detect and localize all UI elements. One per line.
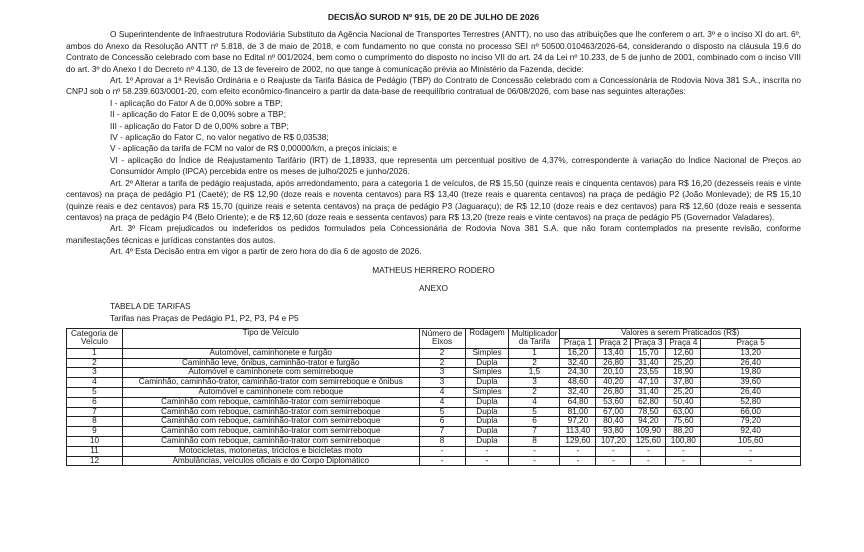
header-p3: Praça 3 <box>631 338 666 348</box>
table-row <box>67 387 801 397</box>
table-cell-axles: 5 <box>419 407 465 417</box>
table-row <box>67 456 801 466</box>
table-cell-p5: 13,20 <box>701 348 801 358</box>
table-cell-mult: 2 <box>509 358 560 368</box>
table-cell-p3: 47,10 <box>631 378 666 388</box>
table-cell-wheels: Dupla <box>465 378 509 388</box>
table-cell-wheels: Dupla <box>465 358 509 368</box>
table-cell-mult: 2 <box>509 387 560 397</box>
table-cell-p2: 93,80 <box>596 427 631 437</box>
table-cell-axles: 6 <box>419 417 465 427</box>
table-cell-cat: 8 <box>67 417 123 427</box>
table-cell-mult: 5 <box>509 407 560 417</box>
header-values: Valores a serem Praticados (R$) <box>560 329 801 339</box>
table-cell-p3: 15,70 <box>631 348 666 358</box>
header-p4: Praça 4 <box>666 338 701 348</box>
table-cell-p5: 19,80 <box>701 368 801 378</box>
table-row <box>67 436 801 446</box>
table-cell-wheels: Simples <box>465 387 509 397</box>
table-row <box>67 397 801 407</box>
table-row <box>67 427 801 437</box>
table-cell-axles: 4 <box>419 397 465 407</box>
table-cell-wheels: - <box>465 456 509 466</box>
article-1-items <box>66 98 801 178</box>
table-cell-wheels: Dupla <box>465 417 509 427</box>
table-cell-p2: 67,00 <box>596 407 631 417</box>
table-cell-wheels: Dupla <box>465 427 509 437</box>
table-subtitle: Tarifas nas Praças de Pedágio P1, P2, P3, P4 e P5 <box>110 312 299 323</box>
table-cell-wheels: Simples <box>465 368 509 378</box>
table-cell-p1: 64,80 <box>560 397 596 407</box>
article-4: Art. 4º Esta Decisão entra em vigor a partir de zero hora do dia 6 de agosto de 2026. <box>110 246 422 257</box>
table-cell-cat: 9 <box>67 427 123 437</box>
table-cell-cat: 4 <box>67 378 123 388</box>
table-cell-mult: 8 <box>509 436 560 446</box>
annex-heading: ANEXO <box>418 282 449 293</box>
table-cell-type: Automóvel, caminhonete e furgão <box>122 348 419 358</box>
table-cell-wheels: Dupla <box>465 397 509 407</box>
table-cell-axles: 2 <box>419 358 465 368</box>
table-cell-p4: 37,80 <box>666 378 701 388</box>
table-cell-p1: - <box>560 446 596 456</box>
table-cell-p1: 24,30 <box>560 368 596 378</box>
table-cell-p4: 100,80 <box>666 436 701 446</box>
table-cell-type: Caminhão leve, ônibus, caminhão-trator e furgão <box>122 358 419 368</box>
table-title: TABELA DE TARIFAS <box>110 301 191 312</box>
table-cell-mult: 6 <box>509 417 560 427</box>
article-3: Art. 3º Ficam prejudicados ou indeferidos os pedidos formulados pela Concessionária de Rodovia Nova 381 S.A. que não foram contemplados na presente revisão, conforme manifestações técnicas e jurídicas constantes dos autos. <box>66 223 801 245</box>
table-cell-wheels: - <box>465 446 509 456</box>
table-cell-type: Caminhão com reboque, caminhão-trator com semirreboque <box>122 436 419 446</box>
header-axles: Número de Eixos <box>419 329 465 349</box>
table-cell-p4: - <box>666 456 701 466</box>
table-cell-p3: 109,90 <box>631 427 666 437</box>
preamble-paragraph: O Superintendente de Infraestrutura Rodoviária Substituto da Agência Nacional de Transportes Terrestres (ANTT), no uso das atribuições que lhe conferem o art. 3º e o inciso XI do art. 6º, ambos do Anexo da Resolução ANTT nº 5.818, de 3 de maio de 2018, e com fundamento no que consta no processo SEI nº 50500.010463/2026-64, considerando o disposto na cláusula 19.6 do Contrato de Concessão celebrado com base no Edital nº 001/2024, bem como o cumprimento do disposto no inciso VII do art. 24 da Lei nº 10.233, de 5 de junho de 2001, combinado com o inciso VIII do art. 3º do Anexo I do Decreto nº 4.130, de 13 de fevereiro de 2002, no que tange à comunicação prévia ao Ministério da Fazenda, decide: <box>66 29 801 74</box>
table-cell-p3: 62,80 <box>631 397 666 407</box>
table-cell-cat: 7 <box>67 407 123 417</box>
signature: MATHEUS HERRERO RODERO <box>372 264 495 275</box>
table-cell-wheels: Simples <box>465 348 509 358</box>
table-cell-type: Caminhão com reboque, caminhão-trator com semirreboque <box>122 397 419 407</box>
table-cell-p1: 32,40 <box>560 387 596 397</box>
table-cell-p2: - <box>596 456 631 466</box>
table-cell-wheels: Dupla <box>465 436 509 446</box>
table-cell-p1: 129,60 <box>560 436 596 446</box>
table-cell-p5: 52,80 <box>701 397 801 407</box>
table-cell-p4: - <box>666 446 701 456</box>
table-cell-p2: 26,80 <box>596 358 631 368</box>
table-cell-type: Automóvel e caminhonete com reboque <box>122 387 419 397</box>
header-p5: Praça 5 <box>701 338 801 348</box>
table-cell-p3: 31,40 <box>631 387 666 397</box>
table-cell-p1: 81,00 <box>560 407 596 417</box>
table-cell-axles: - <box>419 446 465 456</box>
list-item: II - aplicação do Fator E de 0,00% sobre a TBP; <box>110 109 287 120</box>
document-page <box>66 8 801 466</box>
table-cell-p5: 26,40 <box>701 358 801 368</box>
table-cell-cat: 12 <box>67 456 123 466</box>
table-cell-p3: 94,20 <box>631 417 666 427</box>
table-cell-p2: 53,60 <box>596 397 631 407</box>
table-cell-axles: 2 <box>419 348 465 358</box>
table-cell-cat: 1 <box>67 348 123 358</box>
header-p1: Praça 1 <box>560 338 596 348</box>
table-cell-mult: 1,5 <box>509 368 560 378</box>
table-cell-p5: 92,40 <box>701 427 801 437</box>
table-cell-axles: - <box>419 456 465 466</box>
table-cell-p3: 125,60 <box>631 436 666 446</box>
table-cell-mult: - <box>509 446 560 456</box>
table-cell-axles: 3 <box>419 378 465 388</box>
table-cell-p4: 25,20 <box>666 358 701 368</box>
table-cell-axles: 4 <box>419 387 465 397</box>
table-cell-mult: 1 <box>509 348 560 358</box>
table-cell-p4: 18,90 <box>666 368 701 378</box>
table-row <box>67 378 801 388</box>
document-title: DECISÃO SUROD Nº 915, DE 20 DE JULHO DE 2026 <box>327 12 540 22</box>
table-cell-axles: 7 <box>419 427 465 437</box>
table-cell-p1: 32,40 <box>560 358 596 368</box>
header-type: Tipo de Veículo <box>122 329 419 349</box>
table-cell-type: Caminhão com reboque, caminhão-trator com semirreboque <box>122 427 419 437</box>
table-cell-p5: - <box>701 446 801 456</box>
table-cell-p4: 12,60 <box>666 348 701 358</box>
table-cell-p5: 26,40 <box>701 387 801 397</box>
table-cell-cat: 6 <box>67 397 123 407</box>
table-cell-cat: 11 <box>67 446 123 456</box>
header-category: Categoria de Veículo <box>67 329 123 349</box>
table-cell-p3: 31,40 <box>631 358 666 368</box>
table-cell-cat: 2 <box>67 358 123 368</box>
table-cell-type: Motocicletas, motonetas, triciclos e bicicletas moto <box>122 446 419 456</box>
table-cell-type: Caminhão com reboque, caminhão-trator com semirreboque <box>122 417 419 427</box>
table-cell-mult: - <box>509 456 560 466</box>
table-cell-p1: 16,20 <box>560 348 596 358</box>
table-cell-cat: 10 <box>67 436 123 446</box>
table-cell-p2: 40,20 <box>596 378 631 388</box>
list-item: VI - aplicação do Índice de Reajustamento Tarifário (IRT) de 1,18933, que representa um percentual positivo de 4,37%, correspondente à variação do Índice Nacional de Preços ao Consumidor Amplo (IPCA) percebida entre os meses de julho/2025 e junho/2026. <box>110 154 801 177</box>
table-cell-p4: 88,20 <box>666 427 701 437</box>
table-cell-mult: 3 <box>509 378 560 388</box>
table-cell-p4: 75,60 <box>666 417 701 427</box>
table-row <box>67 446 801 456</box>
list-item: IV - aplicação do Fator C, no valor negativo de R$ 0,03538; <box>110 132 329 143</box>
list-item: I - aplicação do Fator A de 0,00% sobre a TBP; <box>110 97 283 108</box>
table-cell-p2: 107,20 <box>596 436 631 446</box>
header-p2: Praça 2 <box>596 338 631 348</box>
table-cell-p5: - <box>701 456 801 466</box>
table-cell-p2: 13,40 <box>596 348 631 358</box>
table-cell-axles: 8 <box>419 436 465 446</box>
table-cell-p5: 39,60 <box>701 378 801 388</box>
table-cell-p2: 80,40 <box>596 417 631 427</box>
table-cell-mult: 7 <box>509 427 560 437</box>
table-cell-p3: - <box>631 446 666 456</box>
tariff-table <box>66 328 801 466</box>
table-cell-p3: - <box>631 456 666 466</box>
table-cell-p3: 23,55 <box>631 368 666 378</box>
table-cell-type: Automóvel e caminhonete com semirreboque <box>122 368 419 378</box>
table-cell-cat: 3 <box>67 368 123 378</box>
table-cell-cat: 5 <box>67 387 123 397</box>
table-cell-type: Ambulâncias, veículos oficiais e do Corpo Diplomático <box>122 456 419 466</box>
table-cell-wheels: Dupla <box>465 407 509 417</box>
table-cell-p5: 66,00 <box>701 407 801 417</box>
article-1: Art. 1º Aprovar a 1ª Revisão Ordinária e o Reajuste da Tarifa Básica de Pedágio (TBP) do Contrato de Concessão celebrado com a Concessionária de Rodovia Nova 381 S.A., inscrita no CNPJ sob o nº 58.239.603/0001-20, com efeito econômico-financeiro a partir da data-base de reequilíbrio contratual de 06/08/2026, com base nas seguintes alterações: <box>66 75 801 97</box>
table-cell-p5: 79,20 <box>701 417 801 427</box>
header-multiplier: Multiplicador da Tarifa <box>509 329 560 349</box>
header-wheels: Rodagem <box>465 329 509 349</box>
list-item: III - aplicação do Fator D de 0,00% sobre a TBP; <box>110 120 289 131</box>
table-cell-p1: 113,40 <box>560 427 596 437</box>
table-cell-p5: 105,60 <box>701 436 801 446</box>
table-cell-p4: 50,40 <box>666 397 701 407</box>
table-cell-p2: - <box>596 446 631 456</box>
table-cell-p1: 48,60 <box>560 378 596 388</box>
table-cell-p2: 26,80 <box>596 387 631 397</box>
table-cell-p2: 20,10 <box>596 368 631 378</box>
table-cell-mult: 4 <box>509 397 560 407</box>
table-cell-p1: 97,20 <box>560 417 596 427</box>
table-cell-p4: 25,20 <box>666 387 701 397</box>
table-cell-axles: 3 <box>419 368 465 378</box>
list-item: V - aplicação da tarifa de FCM no valor de R$ 0,00000/km, a preços iniciais; e <box>110 143 397 154</box>
table-cell-type: Caminhão, caminhão-trator, caminhão-trator com semirreboque e ônibus <box>122 378 419 388</box>
table-cell-p3: 78,50 <box>631 407 666 417</box>
table-cell-p4: 63,00 <box>666 407 701 417</box>
table-row <box>67 348 801 358</box>
table-cell-type: Caminhão com reboque, caminhão-trator com semirreboque <box>122 407 419 417</box>
article-2: Art. 2º Alterar a tarifa de pedágio reajustada, após arredondamento, para a categoria 1 de veículos, de R$ 15,50 (quinze reais e cinquenta centavos) para R$ 16,20 (dezesseis reais e vinte centavos) na praça de pedágio P1 (Caeté); de R$ 12,90 (doze reais e noventa centavos) para R$ 13,40 (treze reais e quarenta centavos) na praça de pedágio P2 (João Monlevade); de R$ 15,10 (quinze reais e dez centavos) para R$ 15,70 (quinze reais e setenta centavos) na praça de pedágio P3 (Jaguaraçu); de R$ 12,10 (doze reais e dez centavos) para R$ 12,60 (doze reais e sessenta centavos) na praça de pedágio P4 (Belo Oriente); e de R$ 12,60 (doze reais e sessenta centavos) para R$ 13,20 (treze reais e vinte centavos) na praça de pedágio P5 (Governador Valadares). <box>66 177 801 222</box>
table-cell-p1: - <box>560 456 596 466</box>
